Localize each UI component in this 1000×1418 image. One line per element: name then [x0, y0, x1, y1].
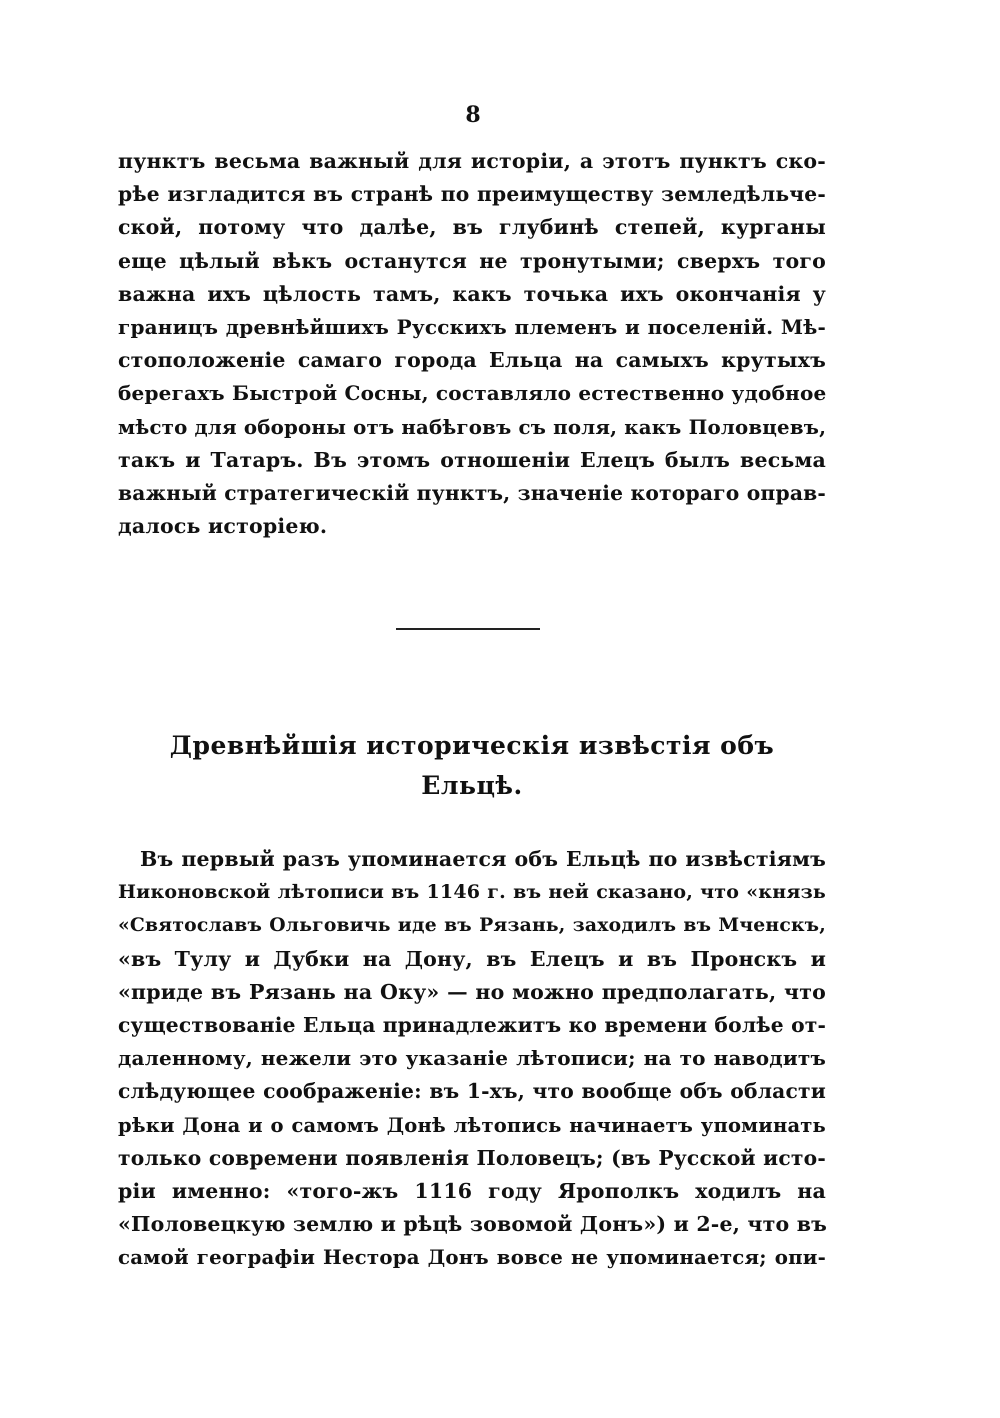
text-line: важна ихъ цѣлость тамъ, какъ точька ихъ окончанія у	[118, 281, 826, 306]
page-number: 8	[465, 102, 481, 128]
heading-line: Ельцѣ.	[421, 771, 523, 800]
text-line: «Святославъ Ольговичь иде въ Рязань, заходилъ въ Мченскъ,	[118, 914, 826, 937]
text-line: «въ Тулу и Дубки на Дону, въ Елецъ и въ Пронскъ и	[118, 946, 826, 971]
paragraph-1	[118, 145, 826, 543]
heading-line: Древнѣйшія историческія извѣстія объ	[169, 731, 775, 760]
section-divider	[396, 628, 540, 630]
text-line: только современи появленія Половецъ; (въ Русской исто-	[118, 1145, 826, 1170]
text-line: мѣсто для обороны отъ набѣговъ съ поля, какъ Половцевъ,	[118, 414, 827, 439]
text-line: самой географіи Нестора Донъ вовсе не упоминается; опи-	[118, 1245, 826, 1270]
text-line: далось исторіею.	[118, 514, 328, 539]
text-line: рѣе изгладится въ странѣ по преимуществу земледѣльче-	[118, 182, 826, 207]
text-line: стоположеніе самаго города Ельца на самыхъ крутыхъ	[118, 348, 826, 373]
text-line: рѣки Дона и о самомъ Донѣ лѣтопись начинаетъ упоминать	[118, 1113, 826, 1137]
text-line: еще цѣлый вѣкъ останутся не тронутыми; сверхъ того	[118, 248, 826, 273]
section-heading	[118, 726, 826, 806]
text-line: берегахъ Быстрой Сосны, составляло естественно удобное	[118, 381, 827, 406]
text-line: важный стратегическій пунктъ, значеніе котораго оправ-	[118, 480, 827, 505]
text-line: даленному, нежели это указаніе лѣтописи; на то наводитъ	[118, 1046, 826, 1071]
text-line: Въ первый разъ упоминается объ Ельцѣ по извѣстіямъ	[140, 847, 826, 871]
text-line: такъ и Татаръ. Въ этомъ отношеніи Елецъ былъ весьма	[118, 447, 826, 472]
text-line: ріи именно: «того-жъ 1116 году Ярополкъ ходилъ на	[118, 1178, 826, 1203]
text-line: «приде въ Рязань на Оку» — но можно предполагать, что	[118, 979, 826, 1004]
text-line: границъ древнѣйшихъ Русскихъ племенъ и поселеній. Мѣ-	[118, 314, 826, 339]
text-line: пунктъ весьма важный для исторіи, а этотъ пунктъ ско-	[118, 149, 826, 173]
text-line: «Половецкую землю и рѣцѣ зовомой Донъ») и 2-е, что въ	[118, 1212, 828, 1237]
text-line: Никоновской лѣтописи въ 1146 г. въ ней сказано, что «князь	[118, 881, 826, 904]
text-line: ской, потому что далѣе, въ глубинѣ степей, курганы	[118, 215, 826, 240]
text-line: существованіе Ельца принадлежитъ ко времени болѣе от-	[118, 1012, 827, 1037]
paragraph-2	[118, 843, 826, 1274]
text-line: слѣдующее соображеніе: въ 1-хъ, что вообще объ области	[118, 1079, 826, 1104]
